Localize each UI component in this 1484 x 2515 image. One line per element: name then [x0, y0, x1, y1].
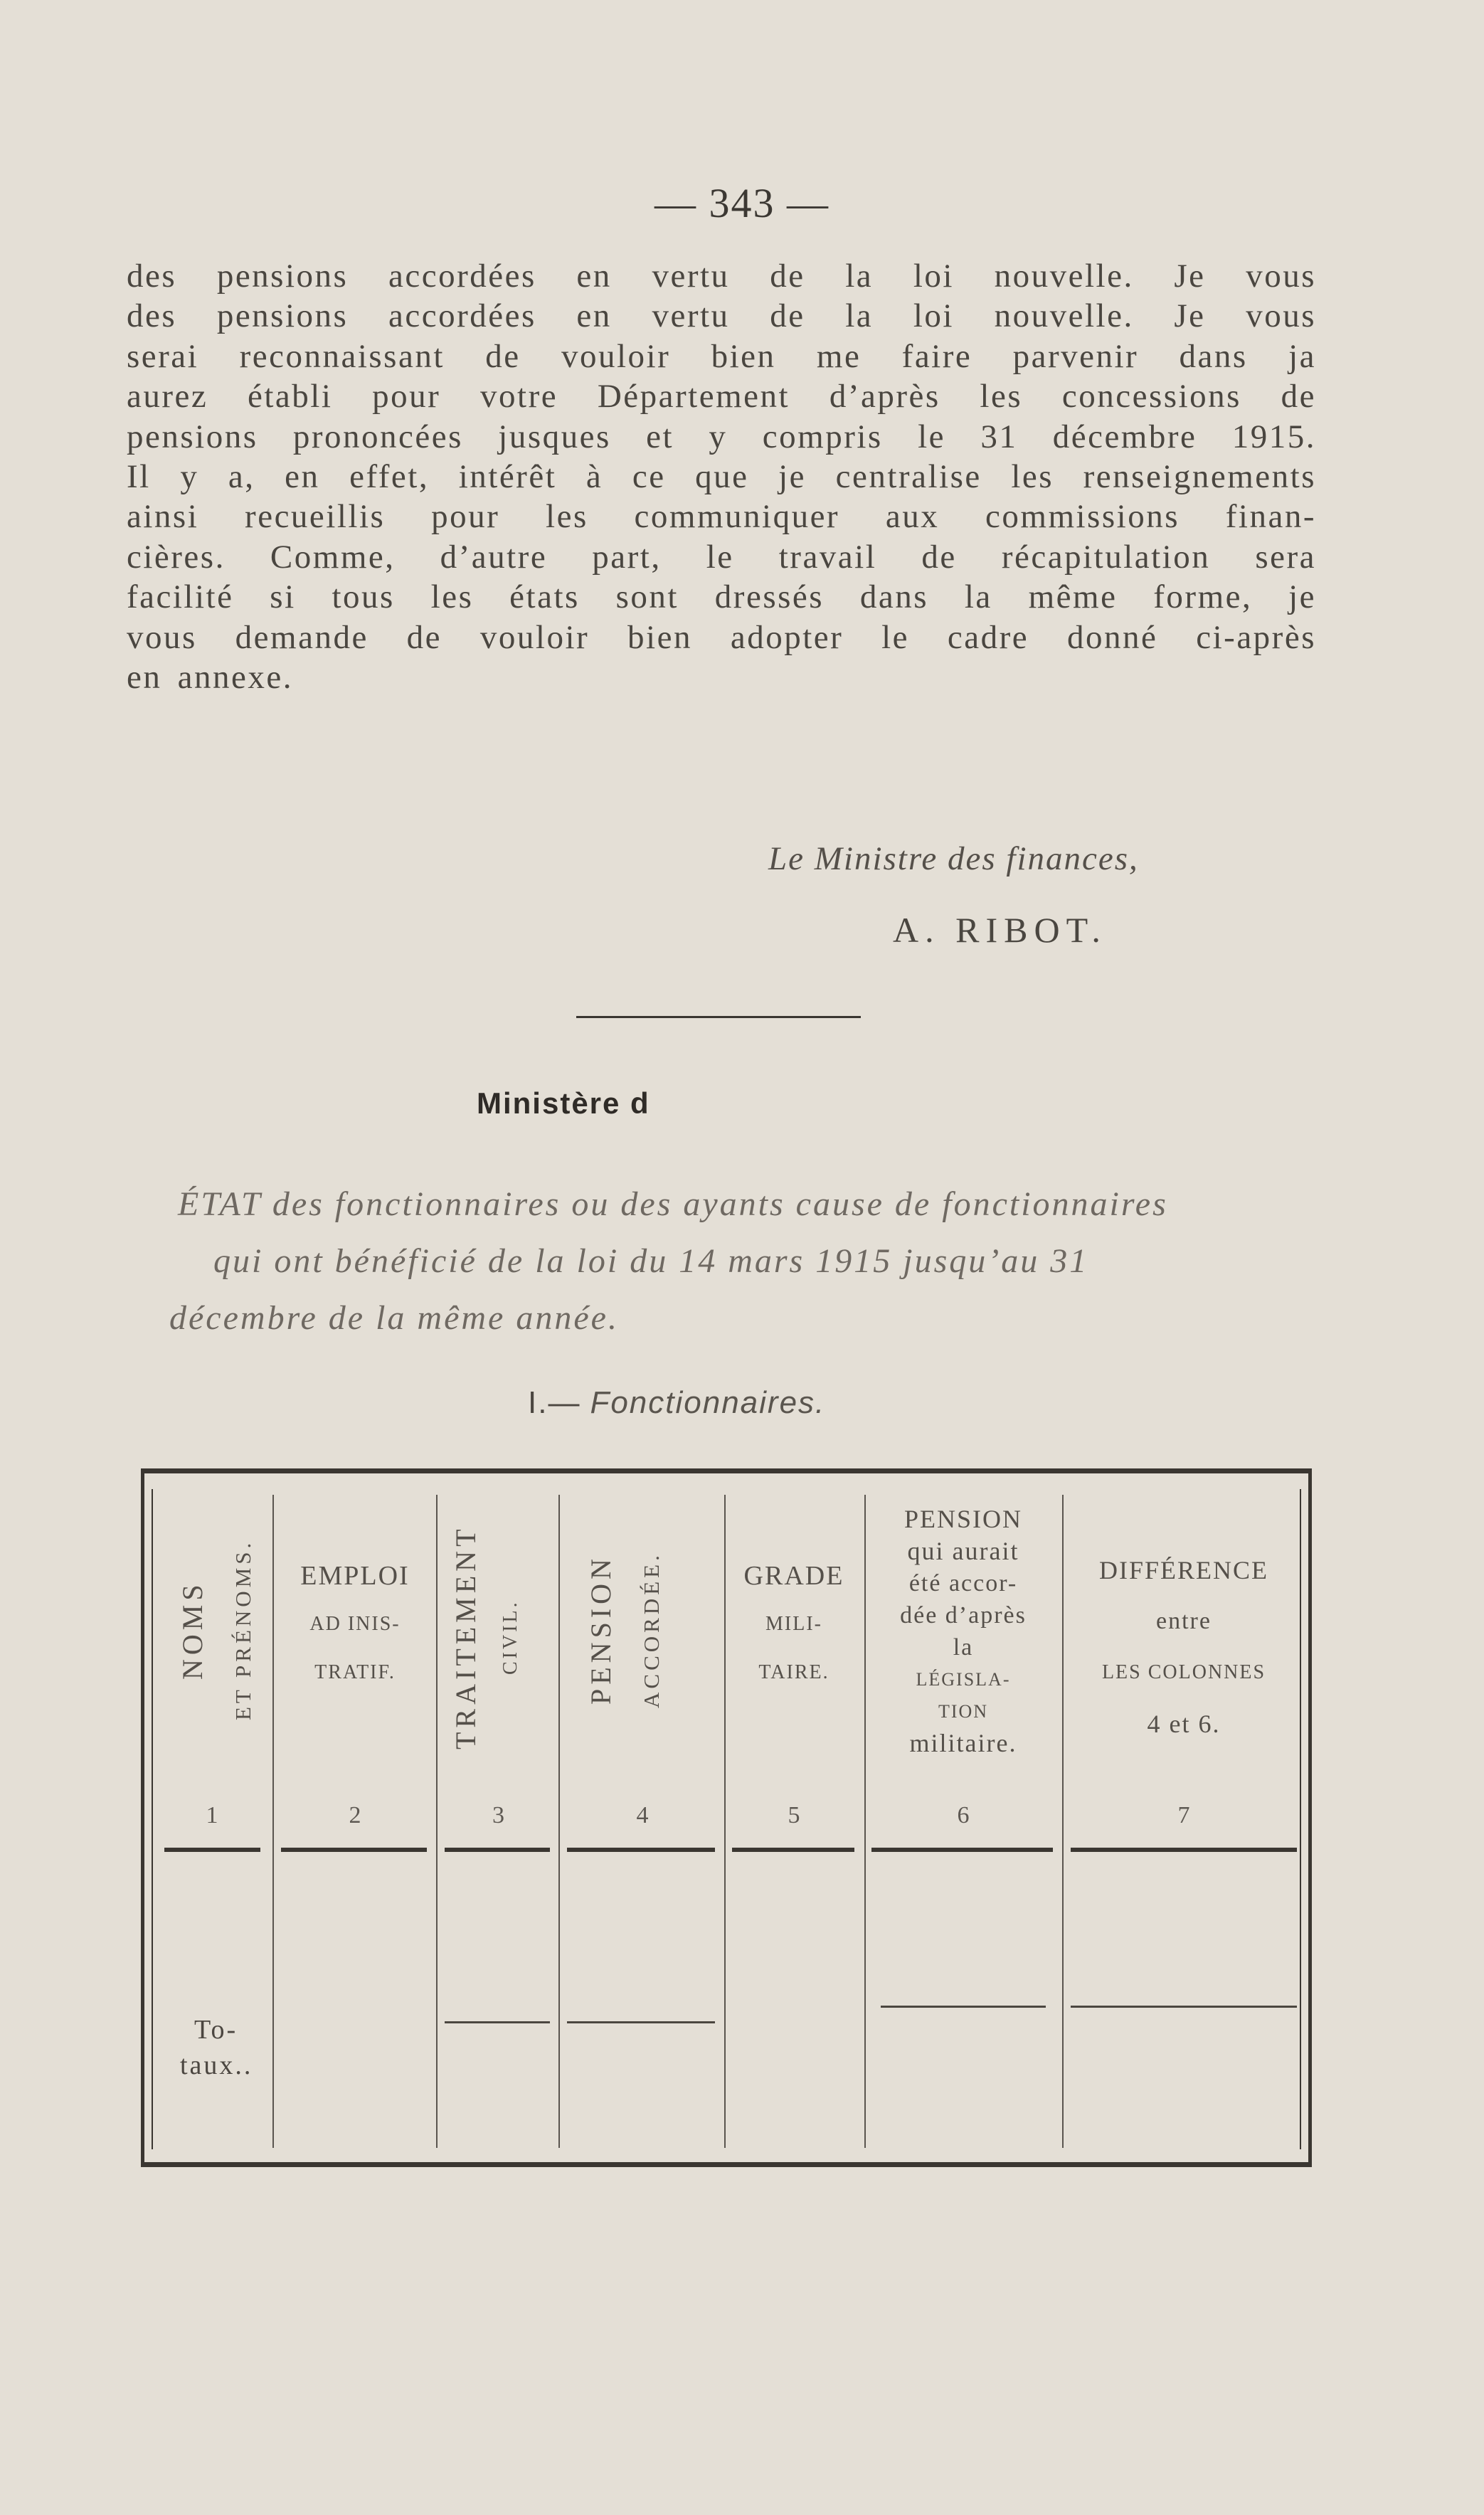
col-header-traitement: [449, 1495, 522, 1779]
col-number: 6: [957, 1802, 970, 1828]
col-header-line: militaire.: [909, 1729, 1017, 1757]
signature-title: Le Ministre des finances,: [768, 840, 1139, 877]
sum-rule: [1071, 2006, 1297, 2008]
body-line: vous demande de vouloir bien adopter le cadre donné ci-après: [127, 618, 1316, 656]
col-header-line: CIVIL.: [499, 1599, 521, 1675]
col-number: 3: [492, 1802, 504, 1828]
column-divider: [724, 1495, 726, 2148]
body-line: des pensions accordées en vertu de la loi nouvelle. Je vous: [127, 258, 1316, 295]
header-rule: [871, 1848, 1053, 1852]
col-header-pension-militaire: [869, 1503, 1058, 1831]
col-header-line: ACCORDÉE.: [639, 1552, 664, 1708]
section-roman: I.—: [528, 1385, 581, 1420]
col-header-line: AD INIS-: [309, 1613, 401, 1635]
col-header-line: ET PRÉNOMS.: [230, 1539, 255, 1721]
pension-table: [141, 1468, 1312, 2167]
body-line: Il y a, en effet, intérêt à ce que je centralise les renseignements: [127, 458, 1316, 496]
separator-rule: [576, 1016, 861, 1018]
col-header-line: LÉGISLA-: [916, 1669, 1011, 1690]
col-header-line: PENSION: [585, 1555, 617, 1705]
page-number: — 343 —: [654, 180, 830, 226]
col-number: 2: [349, 1802, 361, 1828]
body-line: pensions prononcées jusques et y compris le 31 décembre 1915.: [127, 418, 1316, 455]
col-header-line: été accor-: [908, 1570, 1018, 1597]
body-line: facilité si tous les états sont dressés dans la même forme, je: [127, 578, 1316, 616]
body-line: aurez établi pour votre Département d’après les concessions de: [127, 378, 1316, 415]
col-header-line: TRAITEMENT: [450, 1525, 482, 1749]
sum-rule: [567, 2021, 715, 2023]
col-number: 7: [1177, 1802, 1190, 1828]
col-header-line: GRADE: [743, 1561, 844, 1591]
col-header-line: TION: [938, 1701, 989, 1722]
col-header-line: entre: [1156, 1608, 1212, 1634]
col-header-emploi: [280, 1552, 430, 1879]
col-header-line: LES COLONNES: [1101, 1661, 1266, 1683]
column-divider: [436, 1495, 438, 2148]
col-header-line: TRATIF.: [314, 1661, 396, 1683]
col-header-pension-accordee: [584, 1495, 664, 1765]
section-label: Fonctionnaires.: [590, 1385, 826, 1420]
body-line: en annexe.: [127, 659, 293, 697]
header-rule: [567, 1848, 715, 1852]
col-number: 1: [206, 1802, 218, 1828]
col-header-noms: [176, 1495, 256, 1765]
sum-rule: [881, 2006, 1046, 2008]
col-header-line: TAIRE.: [758, 1661, 830, 1683]
col-header-line: MILI-: [765, 1613, 822, 1635]
totals-label-line: taux..: [180, 2050, 253, 2080]
table-inner-border-left: [152, 1489, 153, 2149]
col-header-line: qui aurait: [907, 1537, 1019, 1565]
col-header-grade: [729, 1552, 859, 1879]
body-line: ainsi recueillis pour les communiquer aux commissions finan-: [127, 498, 1316, 536]
totals-label-line: To-: [194, 2015, 238, 2045]
col-header-line: DIFFÉRENCE: [1098, 1556, 1269, 1584]
column-divider: [1062, 1495, 1064, 2148]
col-header-line: la: [953, 1634, 974, 1661]
ministry-heading: Ministère d: [477, 1086, 650, 1120]
sum-rule: [445, 2021, 550, 2023]
col-header-line: EMPLOI: [300, 1561, 410, 1591]
header-rule: [164, 1848, 260, 1852]
body-line: des pensions accordées en vertu de la loi nouvelle. Je vous: [127, 297, 1316, 335]
col-header-line: PENSION: [903, 1505, 1022, 1533]
col-header-line: NOMS: [176, 1580, 208, 1680]
section-heading: [528, 1384, 825, 1421]
col-header-line: dée d’après: [900, 1602, 1027, 1629]
body-line: serai reconnaissant de vouloir bien me faire parvenir dans ja: [127, 337, 1316, 375]
header-rule: [445, 1848, 550, 1852]
col-header-line: 4 et 6.: [1147, 1710, 1221, 1738]
col-number: 5: [788, 1802, 800, 1828]
etat-title-line: décembre de la même année.: [169, 1299, 619, 1337]
body-paragraph: [127, 256, 1316, 697]
column-divider: [864, 1495, 866, 2148]
column-divider: [558, 1495, 560, 2148]
column-divider: [272, 1495, 274, 2148]
etat-title-line: ÉTAT des fonctionnaires ou des ayants cause de fonctionnaires: [178, 1185, 1168, 1223]
signature-name: A. RIBOT.: [893, 910, 1107, 950]
etat-title-line: qui ont bénéficié de la loi du 14 mars 1915 jusqu’au 31: [213, 1242, 1089, 1280]
totals-label: [180, 2012, 253, 2083]
body-line: cières. Comme, d’autre part, le travail de récapitulation sera: [127, 538, 1316, 576]
col-number: 4: [636, 1802, 649, 1828]
